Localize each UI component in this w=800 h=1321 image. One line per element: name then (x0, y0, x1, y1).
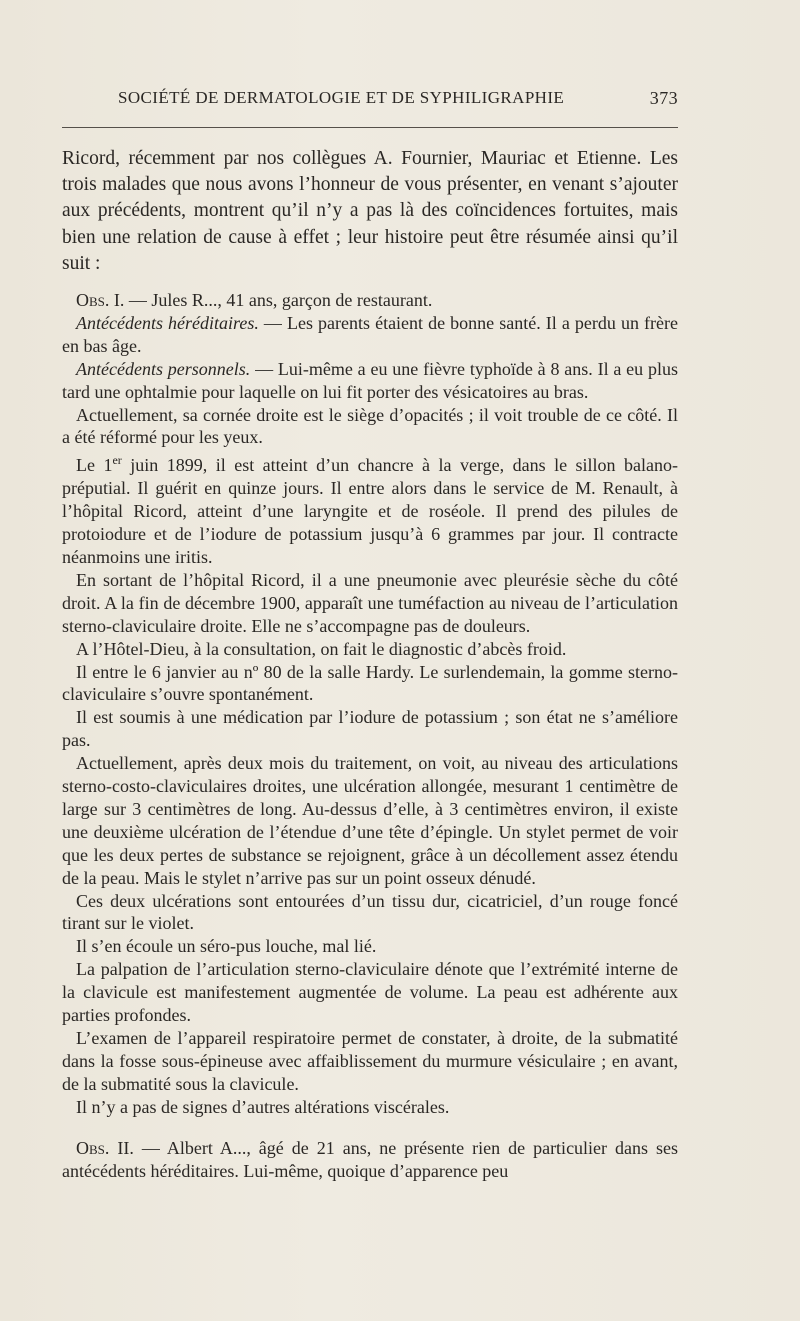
body-text (62, 146, 678, 1182)
obs-1-label: Obs. I. (76, 290, 125, 311)
header-rule (62, 127, 678, 128)
paragraph-antecedents-personnels (62, 358, 678, 404)
antecedents-personnels-label: Antécédents personnels. (76, 358, 251, 379)
running-title: SOCIÉTÉ DE DERMATOLOGIE ET DE SYPHILIGRAPHIE (118, 88, 565, 107)
paragraph-juin (62, 449, 678, 569)
antecedents-hereditaires-label: Antécédents héréditaires. (76, 312, 259, 333)
paragraph-actuellement-2: Actuellement, après deux mois du traitement, on voit, au niveau des articulations sterno-costo-claviculaires droites, une ulcération allongée, mesurant 1 centimètre de large sur 3 centimètres de long. Au-dessus d’elle, à 3 centimètres environ, il existe une deuxième ulcération de l’étendue d’une tête d’épingle. Un stylet permet de voir que les deux pertes de substance se rejoignent, grâce à un décollement assez étendu de la peau. Mais le stylet n’arrive pas sur un point osseux dénudé. (62, 753, 678, 888)
antecedents-personnels-text: — Lui-même a eu une fièvre typhoïde à 8 ans. Il a eu plus tard une ophtalmie pour laquelle on lui fit porter des vésicatoires au bras. (62, 358, 678, 402)
juin-text-after: juin 1899, il est atteint d’un chancre à la verge, dans le sillon balano-préputial. Il guérit en quinze jours. Il entre alors dans le service de M. Renault, à l’hôpital Ricord, atteint d’une laryngite et de roséole. Il prend des pilules de protoiodure et de l’iodure de potassium jusqu’à 6 grammes par jour. Il contracte néanmoins une iritis. (62, 455, 678, 567)
juin-superscript: er (112, 453, 122, 468)
paragraph-actuellement-1: Actuellement, sa cornée droite est le siège d’opacités ; il voit trouble de ce côté. Il a été réformé pour les yeux. (62, 404, 678, 448)
antecedents-hereditaires-text: — Les parents étaient de bonne santé. Il a perdu un frère en bas âge. (62, 312, 678, 356)
obs-1-text: — Jules R..., 41 ans, garçon de restaurant. (124, 290, 433, 311)
paragraph-intro: Ricord, récemment par nos collègues A. Fournier, Mauriac et Etienne. Les trois malades que nous avons l’honneur de vous présenter, en venant s’ajouter aux précédents, montrent qu’il n’y a pas là des coïncidences fortuites, mais bien une relation de cause à effet ; leur histoire peut être résumée ainsi qu’il suit : (62, 148, 678, 274)
obs-2-text: — Albert A..., âgé de 21 ans, ne présente rien de particulier dans ses antécédents héréditaires. Lui-même, quoique d’apparence peu (62, 1137, 678, 1181)
paragraph-examen: L’examen de l’appareil respiratoire permet de constater, à droite, de la submatité dans la fosse sous-épineuse avec affaiblissement du murmure vésiculaire ; en avant, de la submatité sous la clavicule. (62, 1028, 678, 1094)
paragraph-obs-2 (62, 1137, 678, 1183)
paragraph-ecoule: Il s’en écoule un séro-pus louche, mal lié. (76, 936, 377, 957)
paragraph-antecedents-hereditaires (62, 312, 678, 358)
paragraph-signes: Il n’y a pas de signes d’autres altérations viscérales. (76, 1096, 450, 1117)
paragraph-soumis: Il est soumis à une médication par l’iodure de potassium ; son état ne s’améliore pas. (62, 707, 678, 751)
paragraph-obs-1 (62, 289, 678, 312)
juin-text-before: Le 1 (76, 455, 113, 476)
paragraph-sortant: En sortant de l’hôpital Ricord, il a une pneumonie avec pleurésie sèche du côté droit. A la fin de décembre 1900, apparaît une tuméfaction au niveau de l’articulation sterno-claviculaire droite. Elle ne s’accompagne pas de douleurs. (62, 569, 678, 636)
paragraph-palpation: La palpation de l’articulation sterno-claviculaire dénote que l’extrémité interne de la clavicule est manifestement augmentée de volume. La peau est adhérente aux parties profondes. (62, 959, 678, 1026)
obs-2-label: Obs. II. (76, 1137, 134, 1158)
page-number: 373 (649, 88, 678, 108)
paragraph-ulcerations: Ces deux ulcérations sont entourées d’un tissu dur, cicatriciel, d’un rouge foncé tirant sur le violet. (62, 890, 678, 934)
paragraph-hotel-dieu: A l’Hôtel-Dieu, à la consultation, on fait le diagnostic d’abcès froid. (76, 638, 567, 659)
paragraph-entre: Il entre le 6 janvier au nº 80 de la salle Hardy. Le surlendemain, la gomme sterno-claviculaire s’ouvre spontanément. (62, 661, 678, 705)
